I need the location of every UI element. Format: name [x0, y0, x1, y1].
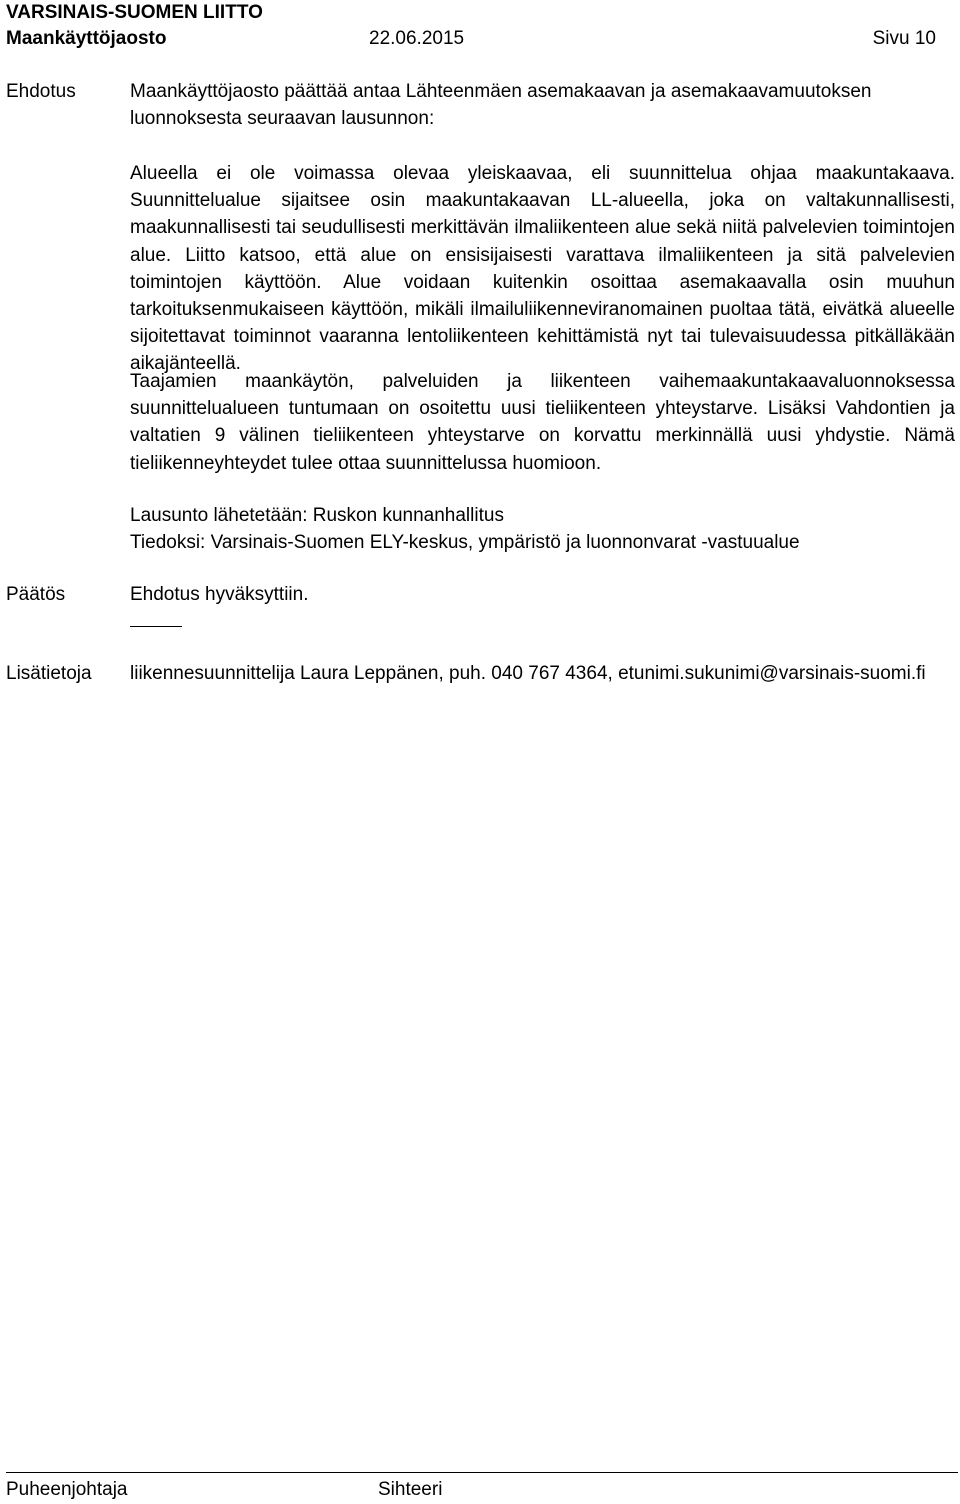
document-header	[6, 26, 936, 52]
decision-rule	[130, 626, 182, 627]
info-label: Lisätietoja	[6, 663, 92, 684]
chair-signature-label: Puheenjohtaja	[6, 1479, 128, 1500]
committee-name: Maankäyttöjaosto	[6, 28, 167, 49]
secretary-signature-label: Sihteeri	[378, 1479, 443, 1500]
sent-to-line: Lausunto lähetetään: Ruskon kunnanhallitus	[130, 505, 504, 526]
page-number: Sivu 10	[872, 28, 936, 49]
meeting-date: 22.06.2015	[369, 28, 465, 49]
decision-label: Päätös	[6, 584, 66, 605]
organization-name: VARSINAIS-SUOMEN LIITTO	[6, 2, 263, 23]
statement-paragraph-1: Alueella ei ole voimassa olevaa yleiskaavaa, eli suunnittelua ohjaa maakuntakaava. Suunnittelualue sijaitsee osin maakuntakaavan LL-alueella, joka on valtakunnallisesti, maakunnallisesti tai seudullisesti merkittävän ilmaliikenteen alue sekä niitä palvelevien toimintojen alue. Liitto katsoo, että alue on ensisijaisesti varattava ilmaliikenteen ja sitä palvelevien toimintojen käyttöön. Alue voidaan kuitenkin osoittaa asemakaavalla osin muuhun tarkoituksenmukaiseen käyttöön, mikäli ilmailuliikenneviranomainen puoltaa tätä, eivätkä alueelle sijoitettavat toiminnot vaaranna lentoliikenteen kehittämistä nyt tai tulevaisuudessa pitkälläkään aikajänteellä.	[130, 163, 955, 375]
decision-text: Ehdotus hyväksyttiin.	[130, 584, 309, 605]
proposal-intro: Maankäyttöjaosto päättää antaa Lähteenmäen asemakaavan ja asemakaavamuutoksen luonnoksesta seuraavan lausunnon:	[130, 81, 872, 130]
proposal-label: Ehdotus	[6, 81, 76, 102]
statement-paragraph-2: Taajamien maankäytön, palveluiden ja liikenteen vaihemaakuntakaavaluonnoksessa suunnittelualueen tuntumaan on osoitettu uusi tieliikenteen yhteystarve. Lisäksi Vahdontien ja valtatien 9 välinen tieliikenteen yhteystarve on korvattu merkinnällä uusi yhdystie. Nämä tieliikenneyhteydet tulee ottaa suunnittelussa huomioon.	[130, 371, 955, 474]
for-info-line: Tiedoksi: Varsinais-Suomen ELY-keskus, ympäristö ja luonnonvarat -vastuualue	[130, 532, 800, 553]
info-text: liikennesuunnittelija Laura Leppänen, puh. 040 767 4364, etunimi.sukunimi@varsinais-suomi.fi	[130, 663, 926, 684]
footer-divider	[6, 1472, 958, 1473]
